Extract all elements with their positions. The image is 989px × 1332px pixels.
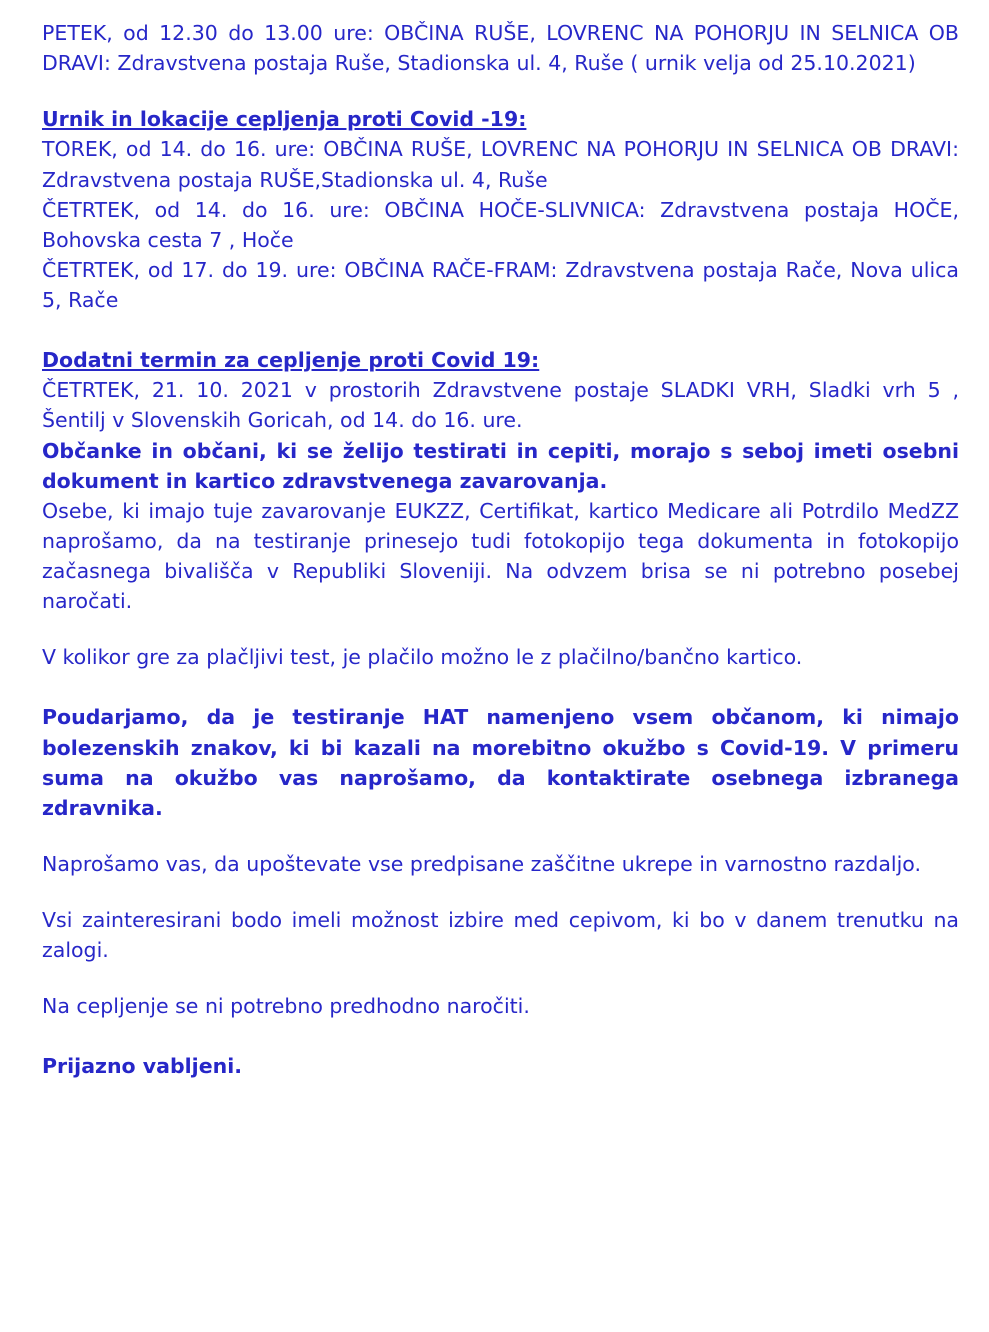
paragraph-no-appointment: Na cepljenje se ni potrebno predhodno naročiti. <box>42 994 530 1019</box>
spacer <box>42 965 959 991</box>
spacer <box>42 616 959 642</box>
paragraph-vaccine-choice: Vsi zainteresirani bodo imeli možnost izbire med cepivom, ki bo v danem trenutku na zalogi. <box>42 908 959 963</box>
paragraph-closing: Prijazno vabljeni. <box>42 1054 243 1079</box>
heading-vaccination-schedule: Urnik in lokacije cepljenja proti Covid -19: <box>42 107 527 132</box>
spacer <box>42 672 959 702</box>
paragraph-foreign-insurance: Osebe, ki imajo tuje zavarovanje EUKZZ, Certifikat, kartico Medicare ali Potrdilo MedZZ naprošamo, da na testiranje prinesejo tudi fotokopijo tega dokumenta in fotokopijo začasnega bivališča v Republiki Sloveniji. Na odvzem brisa se ni potrebno posebej naročati. <box>42 498 959 614</box>
paragraph-payment-note: V kolikor gre za plačljivi test, je plačilo možno le z plačilno/bančno kartico. <box>42 645 803 670</box>
paragraph-hat-notice: Poudarjamo, da je testiranje HAT namenjeno vsem občanom, ki nimajo bolezenskih znakov, ki bi kazali na morebitno okužbo s Covid-19. V primeru suma na okužbo vas naprošamo, da kontaktirate osebnega izbranega zdravnika. <box>42 705 959 820</box>
paragraph-thursday-schedule-1: ČETRTEK, od 14. do 16. ure: OBČINA HOČE-SLIVNICA: Zdravstvena postaja HOČE, Bohovska cesta 7 , Hoče <box>42 197 959 252</box>
heading-additional-term: Dodatni termin za cepljenje proti Covid 19: <box>42 348 540 373</box>
spacer <box>42 1021 959 1051</box>
paragraph-additional-term: ČETRTEK, 21. 10. 2021 v prostorih Zdravstvene postaje SLADKI VRH, Sladki vrh 5 , Šentilj v Slovenskih Goricah, od 14. do 16. ure. <box>42 378 959 433</box>
paragraph-documents-required: Občanke in občani, ki se želijo testirati in cepiti, morajo s seboj imeti osebni dokument in kartico zdravstvenega zavarovanja. <box>42 438 959 493</box>
paragraph-safety-measures: Naprošamo vas, da upoštevate vse predpisane zaščitne ukrepe in varnostno razdaljo. <box>42 851 921 876</box>
spacer <box>42 315 959 345</box>
spacer <box>42 78 959 104</box>
paragraph-thursday-schedule-2: ČETRTEK, od 17. do 19. ure: OBČINA RAČE-FRAM: Zdravstvena postaja Rače, Nova ulica 5, Rače <box>42 257 959 312</box>
spacer <box>42 823 959 849</box>
paragraph-friday-schedule: PETEK, od 12.30 do 13.00 ure: OBČINA RUŠE, LOVRENC NA POHORJU IN SELNICA OB DRAVI: Zdravstvena postaja Ruše, Stadionska ul. 4, Ruše ( urnik velja od 25.10.2021) <box>42 21 959 76</box>
spacer <box>42 879 959 905</box>
paragraph-tuesday-schedule: TOREK, od 14. do 16. ure: OBČINA RUŠE, LOVRENC NA POHORJU IN SELNICA OB DRAVI: Zdravstvena postaja RUŠE,Stadionska ul. 4, Ruše <box>42 137 959 192</box>
